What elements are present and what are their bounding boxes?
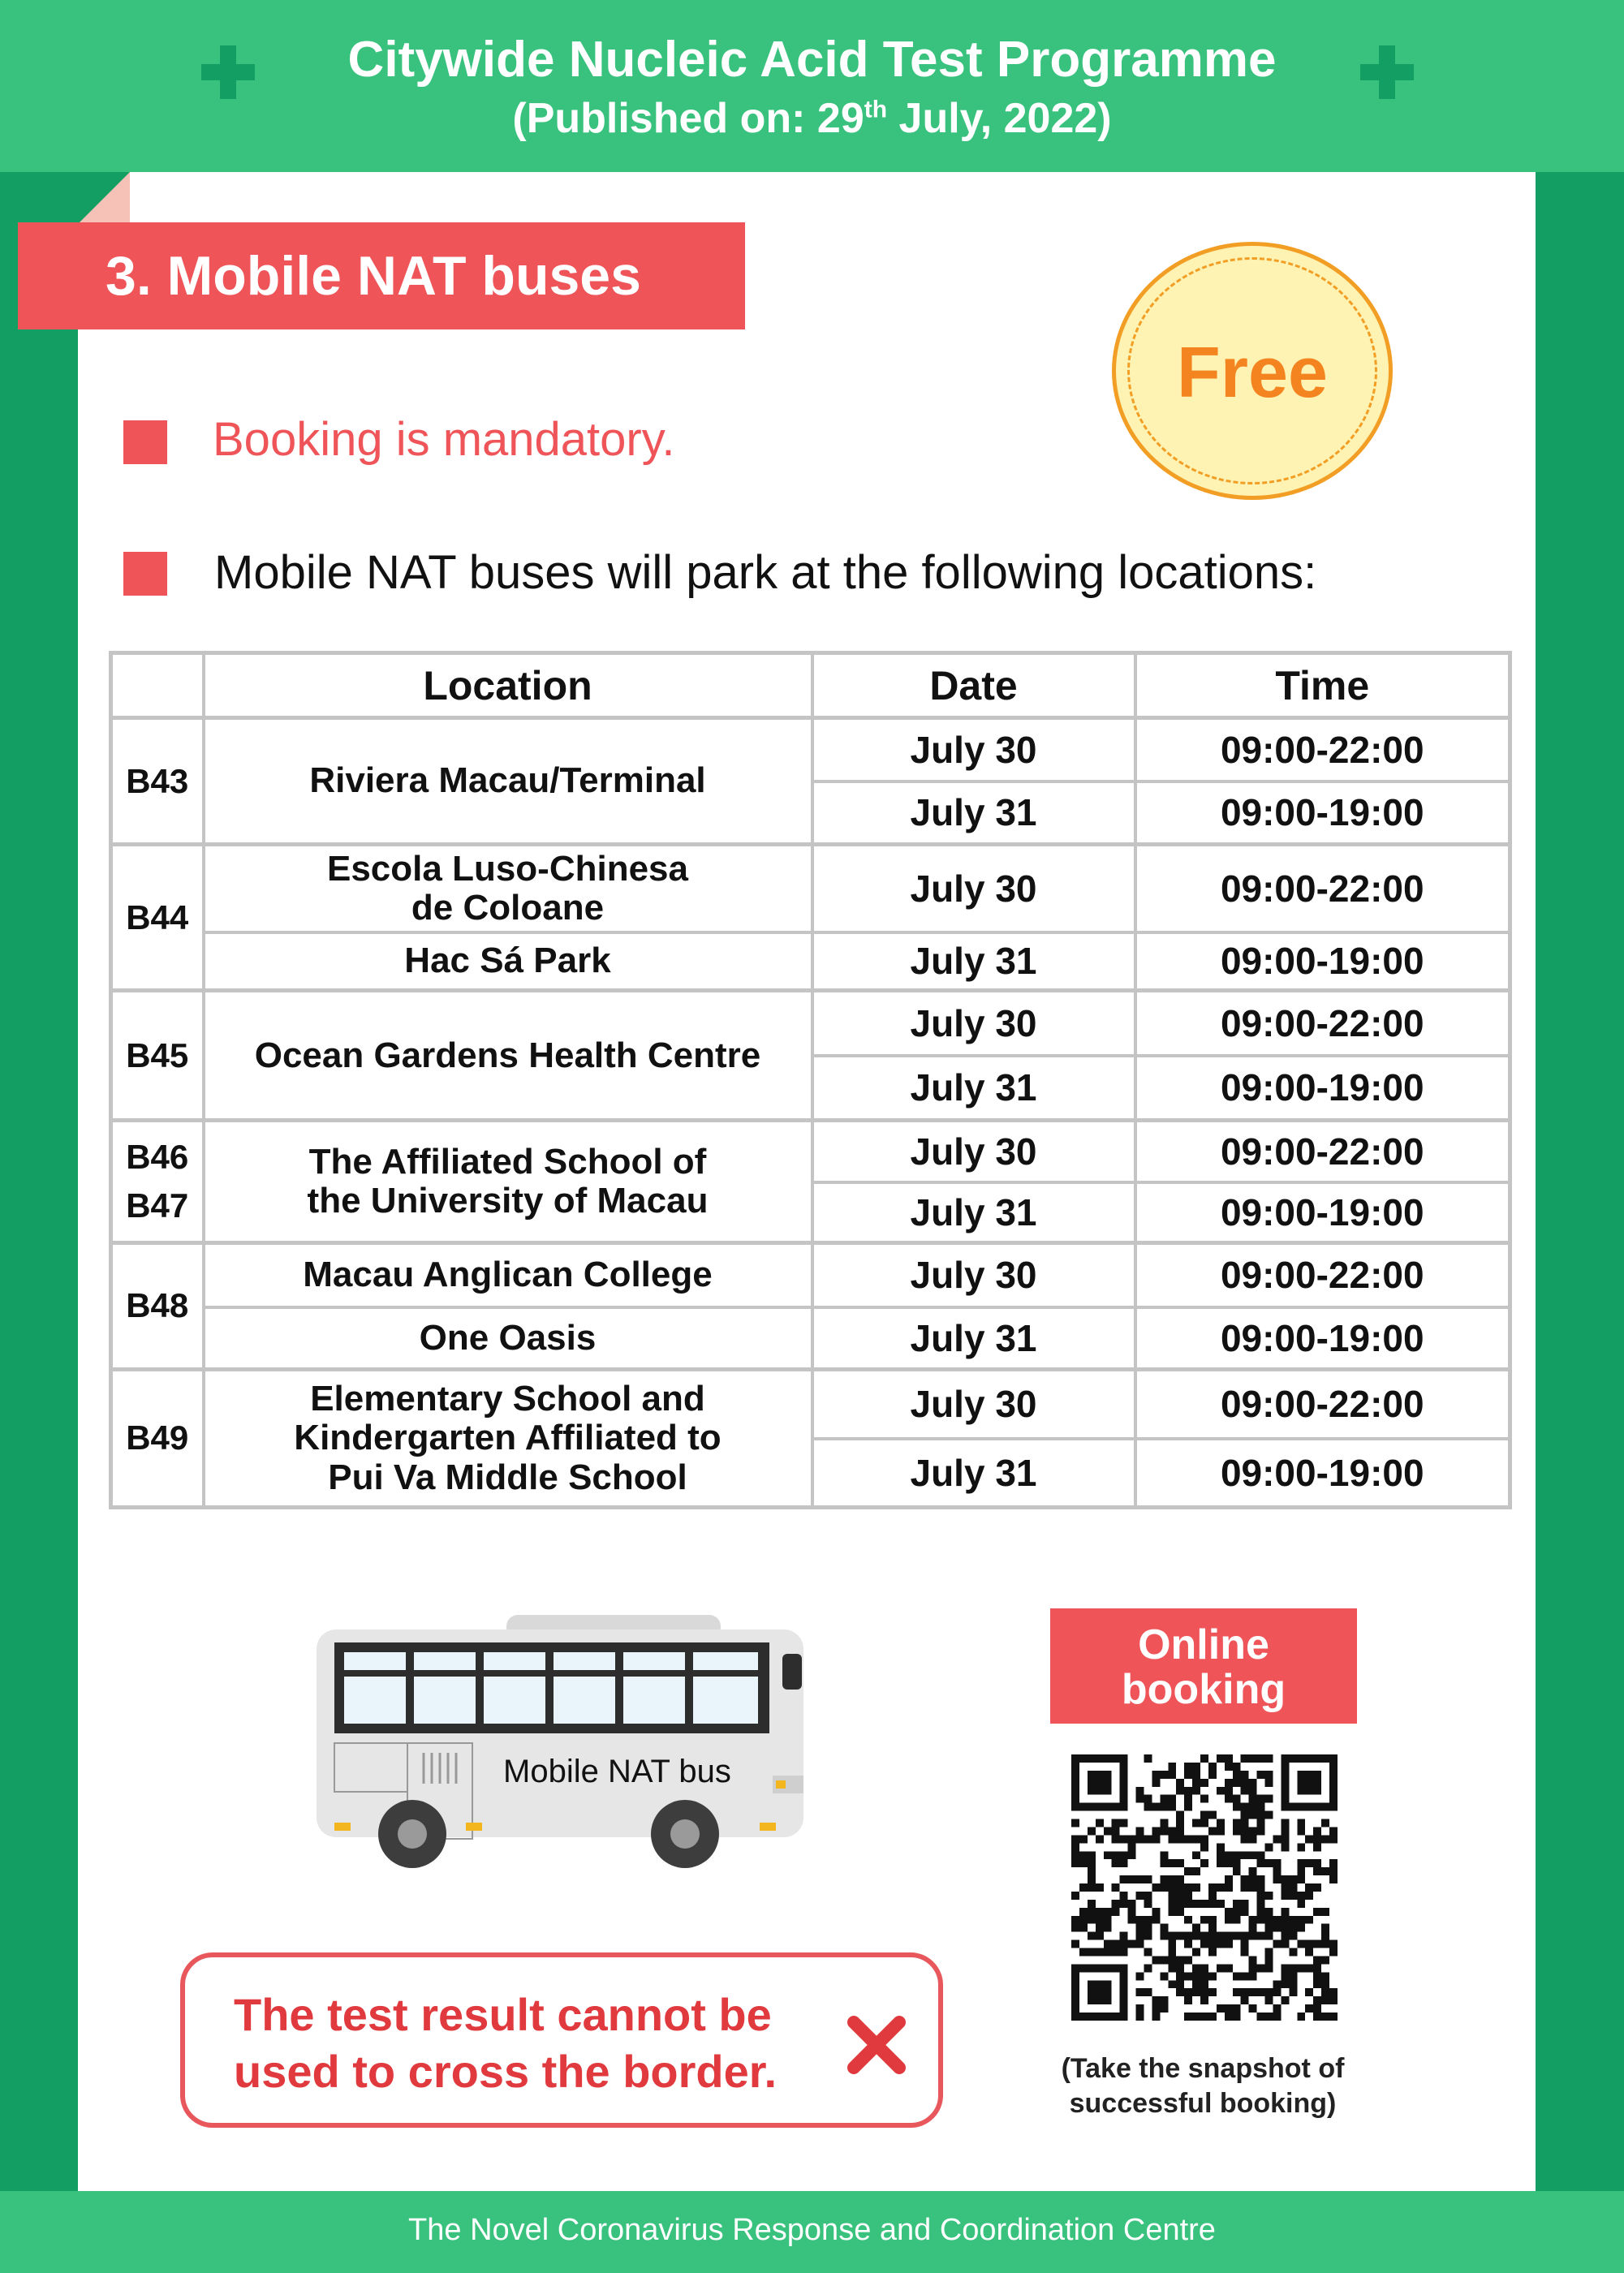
header-banner — [0, 0, 1624, 172]
time-cell: 09:00-22:00 — [1135, 1242, 1510, 1307]
location-cell: Elementary School and Kindergarten Affiliated to Pui Va Middle School — [204, 1369, 812, 1507]
warning-line-1: The test result cannot be — [234, 1989, 772, 2040]
location-cell: Macau Anglican College — [204, 1242, 812, 1307]
page-title: Citywide Nucleic Acid Test Programme — [347, 32, 1277, 88]
free-badge-label: Free — [1177, 332, 1328, 412]
bus-illustration — [315, 1613, 810, 1871]
time-cell: 09:00-19:00 — [1135, 781, 1510, 845]
locations-intro-text: Mobile NAT buses will park at the following locations: — [214, 546, 1317, 599]
location-cell: Escola Luso-Chinesa de Coloane — [204, 845, 812, 932]
date-cell: July 30 — [812, 1242, 1135, 1307]
date-cell: July 30 — [812, 1121, 1135, 1182]
location-cell: Ocean Gardens Health Centre — [204, 991, 812, 1121]
booking-mandatory-text: Booking is mandatory. — [213, 413, 675, 466]
header-date: Date — [812, 653, 1135, 718]
table-row — [111, 1121, 1510, 1182]
date-cell: July 31 — [812, 1056, 1135, 1121]
bullet-square-icon — [123, 420, 167, 464]
footer: The Novel Coronavirus Response and Coordination Centre — [0, 2191, 1624, 2273]
time-cell: 09:00-19:00 — [1135, 1056, 1510, 1121]
date-cell: July 30 — [812, 1369, 1135, 1439]
table-row — [111, 718, 1510, 781]
header-time: Time — [1135, 653, 1510, 718]
border-warning-box — [180, 1952, 943, 2128]
bus-code: B43 — [111, 718, 204, 845]
table-row — [111, 1307, 1510, 1369]
date-cell: July 30 — [812, 991, 1135, 1056]
date-cell: July 31 — [812, 1307, 1135, 1369]
time-cell: 09:00-19:00 — [1135, 1439, 1510, 1507]
time-cell: 09:00-19:00 — [1135, 1307, 1510, 1369]
location-cell: Riviera Macau/Terminal — [204, 718, 812, 845]
time-cell: 09:00-22:00 — [1135, 1121, 1510, 1182]
table-row — [111, 991, 1510, 1056]
table-row — [111, 932, 1510, 991]
time-cell: 09:00-22:00 — [1135, 1369, 1510, 1439]
bus-code: B44 — [111, 845, 204, 991]
bus-code: B49 — [111, 1369, 204, 1507]
published-date: (Published on: 29th July, 2022) — [512, 95, 1112, 142]
header-location: Location — [204, 653, 812, 718]
section-title: 3. Mobile NAT buses — [18, 222, 745, 329]
time-cell: 09:00-19:00 — [1135, 932, 1510, 991]
free-badge — [1112, 242, 1393, 500]
table-row — [111, 1242, 1510, 1307]
warning-line-2: used to cross the border. — [234, 2046, 778, 2097]
table-header-row — [111, 653, 1510, 718]
plus-icon — [1360, 45, 1414, 99]
location-cell: The Affiliated School of the University of Macau — [204, 1121, 812, 1242]
date-cell: July 31 — [812, 1439, 1135, 1507]
date-cell: July 30 — [812, 718, 1135, 781]
bullet-square-icon — [123, 552, 167, 596]
table-row — [111, 845, 1510, 932]
location-cell: Hac Sá Park — [204, 932, 812, 991]
bus-schedule-table — [109, 651, 1512, 1509]
bus-label: Mobile NAT bus — [503, 1754, 731, 1789]
date-cell: July 31 — [812, 1182, 1135, 1242]
bus-code: B45 — [111, 991, 204, 1121]
time-cell: 09:00-22:00 — [1135, 991, 1510, 1056]
cross-icon — [844, 2013, 909, 2077]
bus-code: B48 — [111, 1242, 204, 1369]
date-cell: July 31 — [812, 932, 1135, 991]
page-fold-corner — [78, 172, 130, 224]
location-cell: One Oasis — [204, 1307, 812, 1369]
qr-code-icon[interactable] — [1071, 1754, 1338, 2021]
date-cell: July 30 — [812, 845, 1135, 932]
date-cell: July 31 — [812, 781, 1135, 845]
header-code — [111, 653, 204, 718]
time-cell: 09:00-19:00 — [1135, 1182, 1510, 1242]
online-booking-label: Online booking — [1050, 1608, 1357, 1724]
time-cell: 09:00-22:00 — [1135, 718, 1510, 781]
table-row — [111, 1369, 1510, 1439]
booking-snapshot-note: (Take the snapshot of successful booking) — [1061, 2053, 1345, 2119]
bus-code: B46 B47 — [111, 1121, 204, 1242]
time-cell: 09:00-22:00 — [1135, 845, 1510, 932]
